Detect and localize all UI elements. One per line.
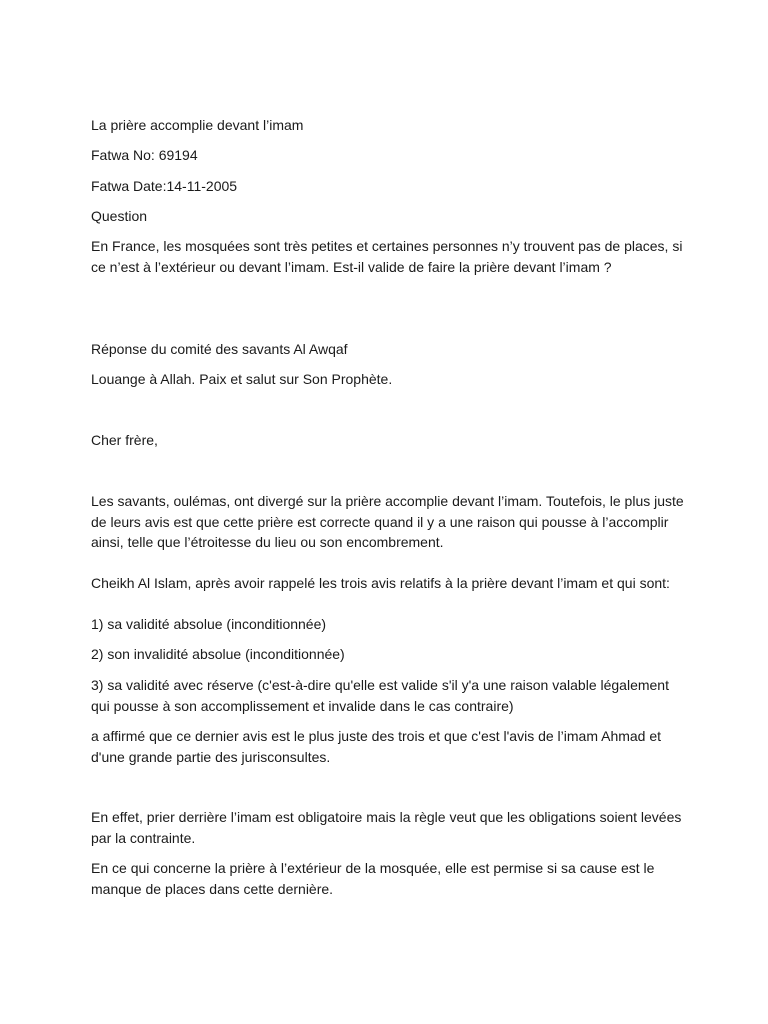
paragraph-divergence: Les savants, oulémas, ont divergé sur la prière accomplie devant l’imam. Toutefois, le plus juste de leurs avis est que cette prière est correcte quand il y a une raison qui pousse à l’accomplir ainsi, telle que l’étroitesse du lieu ou son encombrement. [91, 493, 684, 550]
document-title: La prière accomplie devant l’imam [91, 117, 304, 133]
list-item-1: 1) sa validité absolue (inconditionnée) [91, 616, 327, 632]
paragraph-conclusion: a affirmé que ce dernier avis est le plus juste des trois et que c'est l'avis de l’imam Ahmad et d'une grande partie des jurisconsultes. [91, 728, 662, 765]
list-item-3: 3) sa validité avec réserve (c'est-à-dire qu'elle est valide s'il y'a une raison valable légalement qui pousse à son accomplissement et invalide dans le cas contraire) [91, 677, 669, 714]
paragraph-obligation: En effet, prier derrière l’imam est obligatoire mais la règle veut que les obligations soient levées par la contrainte. [91, 809, 682, 846]
paragraph-outside: En ce qui concerne la prière à l’extérieur de la mosquée, elle est permise si sa cause est le manque de places dans cette dernière. [91, 860, 655, 897]
greeting-line: Cher frère, [91, 432, 158, 448]
fatwa-date: Fatwa Date:14-11-2005 [91, 178, 238, 194]
answer-heading: Réponse du comité des savants Al Awqaf [91, 341, 348, 357]
question-text: En France, les mosquées sont très petites et certaines personnes n’y trouvent pas de places, si ce n’est à l’extérieur ou devant l’imam. Est-il valide de faire la prière devant l’imam ? [91, 238, 683, 275]
fatwa-number: Fatwa No: 69194 [91, 147, 198, 163]
praise-line: Louange à Allah. Paix et salut sur Son Prophète. [91, 371, 393, 387]
paragraph-cheikh: Cheikh Al Islam, après avoir rappelé les trois avis relatifs à la prière devant l’imam et qui sont: [91, 575, 670, 591]
list-item-2: 2) son invalidité absolue (inconditionnée) [91, 646, 345, 662]
question-heading: Question [91, 208, 148, 224]
